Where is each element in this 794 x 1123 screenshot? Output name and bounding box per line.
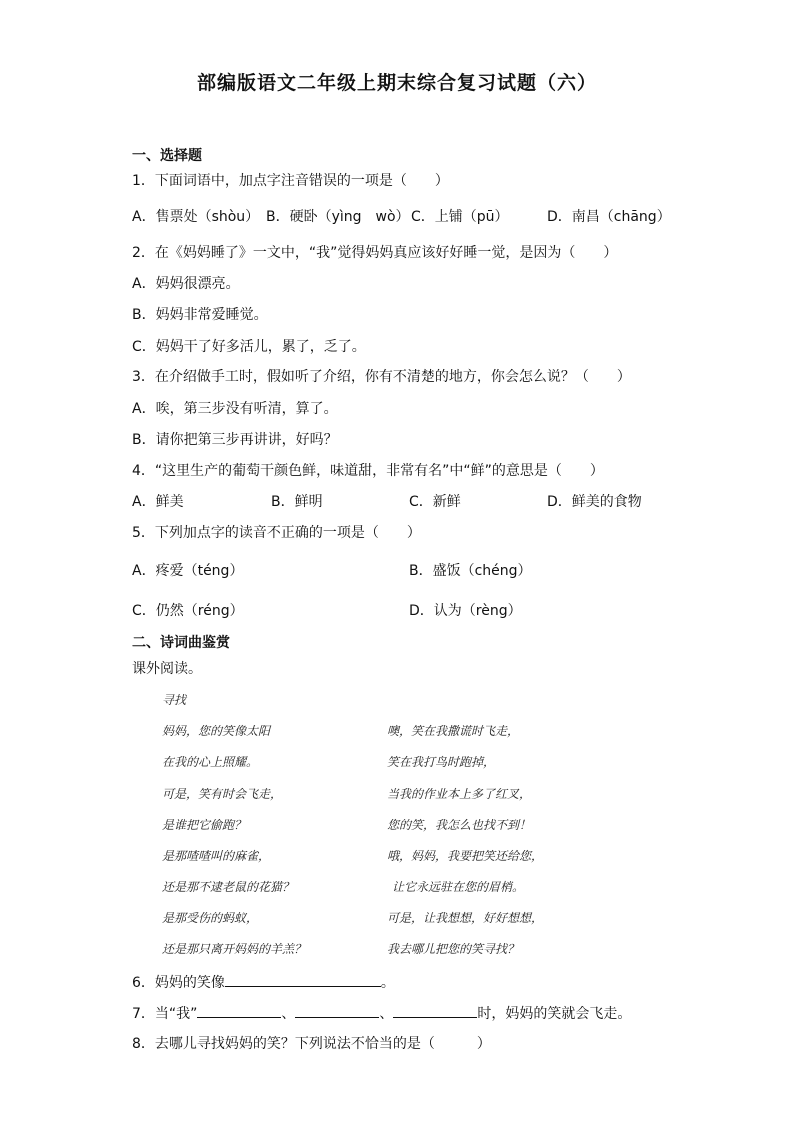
q7-answer-blank-1[interactable] [197,1003,281,1018]
q4-option-c: C．新鲜 [409,494,461,510]
q7-separator-1: 、 [281,1006,296,1022]
poem-left-line: 妈妈，您的笑像太阳 [162,724,271,738]
poem-right-line: 让它永远驻在您的眉梢。 [392,880,525,894]
poem-right-line: 笑在我打鸟时跑掉， [387,755,496,769]
poem-right-line: 噢，笑在我撒谎时飞走， [387,724,520,738]
poem-title: 寻找 [162,693,187,707]
question-6 [132,972,395,993]
poem-right-line: 我去哪儿把您的笑寻找？ [387,942,520,956]
page-title: 部编版语文二年级上期末综合复习试题（六） [196,72,597,94]
section-heading-choice: 一、选择题 [132,148,202,164]
poem-left-line: 在我的心上照耀。 [162,755,259,769]
question-8-stem: 8．去哪儿寻找妈妈的笑？下列说法不恰当的是（ ） [132,1036,491,1052]
poem-right-line: 当我的作业本上多了红叉， [387,787,532,801]
q6-suffix: 。 [380,975,395,991]
reading-intro: 课外阅读。 [132,661,202,677]
question-7 [132,1003,631,1024]
q5-option-a: A．疼爱（téng） [132,563,244,579]
poem-left-line: 是谁把它偷跑？ [162,818,247,832]
poem-right-line: 您的笑，我怎么也找不到！ [387,818,532,832]
q5-option-b: B．盛饭（chéng） [409,563,532,579]
q5-option-d: D．认为（rèng） [409,603,522,619]
q2-option-a: A．妈妈很漂亮。 [132,276,240,292]
q7-answer-blank-3[interactable] [393,1003,477,1018]
q2-option-b: B．妈妈非常爱睡觉。 [132,307,268,323]
q1-option-b: B．硬卧（yìng wò） [266,209,410,225]
q7-answer-blank-2[interactable] [295,1003,379,1018]
question-4-stem: 4．“这里生产的葡萄干颜色鲜，味道甜，非常有名”中“鲜”的意思是（ ） [132,463,604,479]
question-3-stem: 3．在介绍做手工时，假如听了介绍，你有不清楚的地方，你会怎么说？（ ） [132,369,631,385]
question-2-stem: 2．在《妈妈睡了》一文中，“我”觉得妈妈真应该好好睡一觉，是因为（ ） [132,245,618,261]
q1-option-c: C．上铺（pū） [411,209,509,225]
q3-option-b: B．请你把第三步再讲讲，好吗？ [132,432,338,448]
poem-left-line: 可是，笑有时会飞走， [162,787,283,801]
q6-answer-blank[interactable] [225,972,381,987]
q7-separator-2: 、 [379,1006,394,1022]
q6-prefix: 6．妈妈的笑像 [132,975,225,991]
q4-option-a: A．鲜美 [132,494,184,510]
q7-prefix: 7．当“我” [132,1006,198,1022]
q7-suffix: 时，妈妈的笑就会飞走。 [477,1006,632,1022]
q1-option-a: A．售票处（shòu） [132,209,260,225]
poem-right-line: 哦，妈妈，我要把笑还给您， [387,849,544,863]
question-5-stem: 5．下列加点字的读音不正确的一项是（ ） [132,525,421,541]
q5-option-c: C．仍然（réng） [132,603,244,619]
poem-left-line: 是那受伤的蚂蚁， [162,911,259,925]
question-1-stem: 1．下面词语中，加点字注音错误的一项是（ ） [132,173,449,189]
poem-left-line: 还是那不逮老鼠的花猫？ [162,880,295,894]
poem-right-line: 可是，让我想想，好好想想， [387,911,544,925]
q3-option-a: A．唉，第三步没有听清，算了。 [132,401,338,417]
q1-option-d: D．南昌（chāng） [547,209,671,225]
q2-option-c: C．妈妈干了好多活儿，累了，乏了。 [132,339,366,355]
q4-option-d: D．鲜美的食物 [547,494,642,510]
poem-left-line: 还是那只离开妈妈的羊羔？ [162,942,307,956]
section-heading-poetry: 二、诗词曲鉴赏 [132,635,230,651]
poem-left-line: 是那喳喳叫的麻雀， [162,849,271,863]
q4-option-b: B．鲜明 [271,494,323,510]
